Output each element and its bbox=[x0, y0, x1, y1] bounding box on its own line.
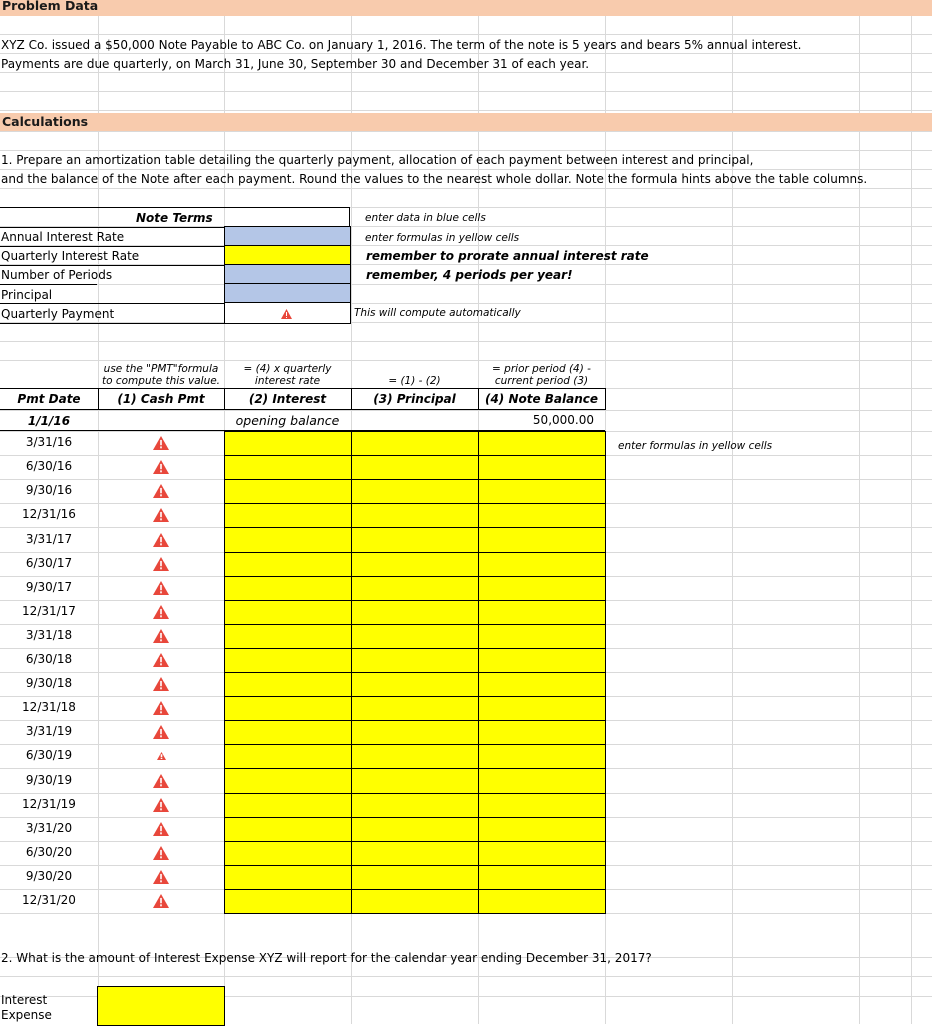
principal-cell[interactable] bbox=[351, 648, 479, 673]
table-row bbox=[0, 672, 606, 696]
warning-triangle-icon bbox=[153, 677, 169, 691]
warning-triangle-icon bbox=[281, 309, 292, 319]
col-divider bbox=[351, 388, 352, 410]
interest-cell[interactable] bbox=[224, 455, 352, 480]
note-balance-cell[interactable] bbox=[478, 865, 606, 890]
pmt-date: 12/31/19 bbox=[22, 797, 76, 811]
interest-cell[interactable] bbox=[224, 720, 352, 745]
principal-cell[interactable] bbox=[351, 696, 479, 721]
warning-triangle-icon bbox=[153, 822, 169, 836]
interest-cell[interactable] bbox=[224, 793, 352, 818]
principal-cell[interactable] bbox=[351, 552, 479, 577]
principal-cell[interactable] bbox=[351, 600, 479, 625]
table-row bbox=[0, 527, 606, 552]
table-row bbox=[0, 503, 606, 527]
note-balance-cell[interactable] bbox=[478, 527, 606, 553]
cash-pmt-cell[interactable] bbox=[98, 431, 224, 455]
quarterly-rate-input[interactable] bbox=[224, 245, 351, 265]
principal-cell[interactable] bbox=[351, 865, 479, 890]
interest-cell[interactable] bbox=[224, 865, 352, 890]
interest-cell[interactable] bbox=[224, 431, 352, 456]
table-row bbox=[0, 431, 606, 455]
interest-cell[interactable] bbox=[224, 768, 352, 794]
principal-cell[interactable] bbox=[351, 503, 479, 528]
problem-text-line2: Payments are due quarterly, on March 31, June 30, September 30 and December 31 of each year. bbox=[1, 57, 590, 71]
opening-balance-value: 50,000.00 bbox=[532, 413, 594, 427]
warning-triangle-icon bbox=[153, 701, 169, 715]
pmt-date: 12/31/16 bbox=[22, 507, 76, 521]
cash-pmt-cell[interactable] bbox=[98, 648, 224, 672]
periods-label: Number of Periods bbox=[1, 268, 113, 282]
pmt-date: 3/31/17 bbox=[25, 532, 73, 546]
col-divider bbox=[224, 388, 225, 410]
table-row bbox=[0, 889, 606, 913]
cash-pmt-cell[interactable] bbox=[98, 576, 224, 600]
note-balance-cell[interactable] bbox=[478, 696, 606, 721]
interest-cell[interactable] bbox=[224, 576, 352, 601]
warning-triangle-icon bbox=[153, 460, 169, 474]
cash-pmt-cell[interactable] bbox=[98, 672, 224, 696]
warning-triangle-icon bbox=[153, 798, 169, 812]
warning-triangle-icon bbox=[153, 581, 169, 595]
table-row bbox=[0, 865, 606, 889]
quarterly-payment-label: Quarterly Payment bbox=[1, 307, 115, 321]
hint-balance: = prior period (4) - current period (3) bbox=[492, 363, 591, 387]
principal-cell[interactable] bbox=[351, 479, 479, 504]
table-row bbox=[0, 624, 606, 648]
cash-pmt-cell[interactable] bbox=[98, 768, 224, 793]
annual-rate-input[interactable] bbox=[224, 226, 351, 246]
cash-pmt-cell[interactable] bbox=[98, 527, 224, 552]
pmt-date: 6/30/17 bbox=[25, 556, 73, 570]
row-divider bbox=[0, 323, 350, 324]
table-row bbox=[0, 744, 606, 768]
cash-pmt-cell[interactable] bbox=[98, 479, 224, 503]
principal-cell[interactable] bbox=[351, 841, 479, 866]
note-balance-cell[interactable] bbox=[478, 576, 606, 601]
row-divider bbox=[0, 284, 97, 285]
note-balance-cell[interactable] bbox=[478, 793, 606, 818]
periods-input[interactable] bbox=[224, 264, 351, 284]
note-balance-cell[interactable] bbox=[478, 624, 606, 649]
pmt-date: 3/31/20 bbox=[25, 821, 73, 835]
header-interest: (2) Interest bbox=[248, 392, 327, 406]
interest-cell[interactable] bbox=[224, 696, 352, 721]
question1-line2: and the balance of the Note after each payment. Round the values to the nearest whole dollar. Note the formula hints above the table columns. bbox=[1, 172, 868, 186]
interest-cell[interactable] bbox=[224, 527, 352, 553]
header-principal: (3) Principal bbox=[373, 392, 456, 406]
warning-triangle-icon bbox=[153, 557, 169, 571]
quarterly-payment-cell[interactable] bbox=[224, 302, 351, 324]
warning-triangle-icon bbox=[153, 725, 169, 739]
cash-pmt-cell[interactable] bbox=[98, 624, 224, 648]
warning-triangle-icon bbox=[153, 653, 169, 667]
warning-triangle-icon bbox=[153, 484, 169, 498]
table-row bbox=[0, 768, 606, 793]
cash-pmt-cell[interactable] bbox=[98, 720, 224, 744]
principal-cell[interactable] bbox=[351, 431, 479, 456]
principal-cell[interactable] bbox=[351, 744, 479, 769]
interest-cell[interactable] bbox=[224, 624, 352, 649]
note-balance-cell[interactable] bbox=[478, 503, 606, 528]
warning-triangle-icon bbox=[153, 774, 169, 788]
note-balance-cell[interactable] bbox=[478, 889, 606, 914]
principal-cell[interactable] bbox=[351, 527, 479, 553]
table-row bbox=[0, 576, 606, 600]
table-row bbox=[0, 648, 606, 672]
warning-triangle-icon bbox=[153, 508, 169, 522]
pmt-date: 9/30/16 bbox=[25, 483, 73, 497]
principal-cell[interactable] bbox=[351, 817, 479, 842]
quarterly-rate-label: Quarterly Interest Rate bbox=[1, 249, 140, 263]
principal-cell[interactable] bbox=[351, 576, 479, 601]
col-divider bbox=[98, 388, 99, 410]
pmt-date: 3/31/19 bbox=[25, 724, 73, 738]
pmt-date: 6/30/20 bbox=[25, 845, 73, 859]
note-balance-cell[interactable] bbox=[478, 744, 606, 769]
interest-cell[interactable] bbox=[224, 503, 352, 528]
table-row bbox=[0, 720, 606, 744]
principal-cell[interactable] bbox=[351, 624, 479, 649]
header-cash-pmt: (1) Cash Pmt bbox=[117, 392, 205, 406]
pmt-date: 3/31/16 bbox=[25, 435, 73, 449]
principal-cell[interactable] bbox=[351, 720, 479, 745]
warning-triangle-icon bbox=[153, 894, 169, 908]
hint-interest: = (4) x quarterly interest rate bbox=[243, 363, 332, 387]
row-divider bbox=[0, 227, 224, 228]
principal-input[interactable] bbox=[224, 283, 351, 303]
note-balance-cell[interactable] bbox=[478, 552, 606, 577]
pmt-date: 6/30/19 bbox=[25, 748, 73, 762]
pmt-date: 12/31/18 bbox=[22, 700, 76, 714]
interest-cell[interactable] bbox=[224, 479, 352, 504]
pmt-date: 12/31/17 bbox=[22, 604, 76, 618]
note-balance-cell[interactable] bbox=[478, 768, 606, 794]
question2-text: 2. What is the amount of Interest Expense XYZ will report for the calendar year ending December 31, 2017? bbox=[1, 951, 652, 965]
opening-date: 1/1/16 bbox=[27, 414, 71, 428]
note-balance-cell[interactable] bbox=[478, 600, 606, 625]
note-balance-cell[interactable] bbox=[478, 672, 606, 697]
note-balance-cell[interactable] bbox=[478, 841, 606, 866]
cash-pmt-cell[interactable] bbox=[98, 793, 224, 817]
table-row bbox=[0, 600, 606, 624]
hint-principal: = (1) - (2) bbox=[388, 375, 441, 387]
note-balance-cell[interactable] bbox=[478, 431, 606, 456]
cash-pmt-cell[interactable] bbox=[98, 600, 224, 624]
pmt-date: 6/30/16 bbox=[25, 459, 73, 473]
cash-pmt-cell[interactable] bbox=[98, 503, 224, 527]
question1-line1: 1. Prepare an amortization table detailing the quarterly payment, allocation of each payment between interest and principal, bbox=[1, 153, 754, 167]
interest-cell[interactable] bbox=[224, 552, 352, 577]
pmt-date: 9/30/18 bbox=[25, 676, 73, 690]
note-balance-cell[interactable] bbox=[478, 817, 606, 842]
table-row bbox=[0, 793, 606, 817]
pmt-date: 3/31/18 bbox=[25, 628, 73, 642]
pmt-date: 9/30/20 bbox=[25, 869, 73, 883]
table-row bbox=[0, 841, 606, 865]
cash-pmt-cell[interactable] bbox=[98, 552, 224, 576]
principal-cell[interactable] bbox=[351, 793, 479, 818]
cash-pmt-cell[interactable] bbox=[98, 744, 224, 768]
table-row bbox=[0, 696, 606, 720]
header-pmt-date: Pmt Date bbox=[17, 392, 81, 406]
annual-rate-label: Annual Interest Rate bbox=[1, 230, 125, 244]
note-balance-cell[interactable] bbox=[478, 455, 606, 480]
warning-triangle-icon bbox=[153, 436, 169, 450]
col-divider bbox=[478, 388, 479, 410]
section-title: Problem Data bbox=[2, 0, 99, 13]
interest-cell[interactable] bbox=[224, 600, 352, 625]
table-row bbox=[0, 817, 606, 841]
interest-cell[interactable] bbox=[224, 648, 352, 673]
principal-label: Principal bbox=[1, 288, 53, 302]
row-divider bbox=[0, 246, 224, 247]
problem-text-line1: XYZ Co. issued a $50,000 Note Payable to ABC Co. on January 1, 2016. The term of the note is 5 years and bears 5% annual interest. bbox=[1, 38, 802, 52]
header-note-balance: (4) Note Balance bbox=[484, 392, 599, 406]
note-balance-cell[interactable] bbox=[478, 720, 606, 745]
section-title: Calculations bbox=[2, 114, 89, 129]
table-row bbox=[0, 455, 606, 479]
interest-cell[interactable] bbox=[224, 817, 352, 842]
opening-balance-label: opening balance bbox=[235, 413, 340, 428]
warning-triangle-icon bbox=[153, 846, 169, 860]
note-yellow-cells: enter formulas in yellow cells bbox=[365, 232, 520, 244]
table-row bbox=[0, 479, 606, 503]
problem-data-header bbox=[0, 0, 932, 16]
row-divider bbox=[0, 265, 224, 266]
note-terms-title: Note Terms bbox=[136, 211, 213, 225]
row-divider bbox=[0, 303, 224, 304]
cash-pmt-cell[interactable] bbox=[98, 696, 224, 720]
warning-triangle-icon bbox=[157, 752, 166, 760]
principal-cell[interactable] bbox=[351, 889, 479, 914]
cash-pmt-cell[interactable] bbox=[98, 889, 224, 913]
cash-pmt-cell[interactable] bbox=[98, 455, 224, 479]
pmt-date: 12/31/20 bbox=[22, 893, 76, 907]
note-balance-cell[interactable] bbox=[478, 648, 606, 673]
header-bottom-border bbox=[0, 409, 605, 410]
warning-triangle-icon bbox=[153, 629, 169, 643]
pmt-date: 6/30/18 bbox=[25, 652, 73, 666]
principal-cell[interactable] bbox=[351, 768, 479, 794]
table-row bbox=[0, 552, 606, 576]
side-note-yellow: enter formulas in yellow cells bbox=[618, 440, 773, 452]
interest-expense-label: Interest Expense bbox=[1, 993, 52, 1022]
calculations-header bbox=[0, 113, 932, 131]
pmt-date: 9/30/17 bbox=[25, 580, 73, 594]
warning-triangle-icon bbox=[153, 533, 169, 547]
warning-triangle-icon bbox=[153, 870, 169, 884]
principal-cell[interactable] bbox=[351, 455, 479, 480]
pmt-date: 9/30/19 bbox=[25, 773, 73, 787]
cash-pmt-cell[interactable] bbox=[98, 817, 224, 841]
col-divider bbox=[605, 388, 606, 410]
note-prorate: remember to prorate annual interest rate bbox=[366, 249, 649, 263]
interest-cell[interactable] bbox=[224, 744, 352, 769]
hint-cash-pmt: use the "PMT"formula to compute this value. bbox=[101, 363, 221, 387]
interest-cell[interactable] bbox=[224, 672, 352, 697]
note-auto-compute: This will compute automatically bbox=[354, 307, 521, 319]
interest-cell[interactable] bbox=[224, 889, 352, 914]
note-blue-cells: enter data in blue cells bbox=[365, 212, 486, 224]
note-balance-cell[interactable] bbox=[478, 479, 606, 504]
cash-pmt-cell[interactable] bbox=[98, 865, 224, 889]
table-top-border bbox=[0, 388, 605, 389]
note-periods: remember, 4 periods per year! bbox=[366, 268, 573, 282]
interest-cell[interactable] bbox=[224, 841, 352, 866]
warning-triangle-icon bbox=[153, 605, 169, 619]
cash-pmt-cell[interactable] bbox=[98, 841, 224, 865]
interest-expense-input[interactable] bbox=[97, 986, 225, 1026]
principal-cell[interactable] bbox=[351, 672, 479, 697]
